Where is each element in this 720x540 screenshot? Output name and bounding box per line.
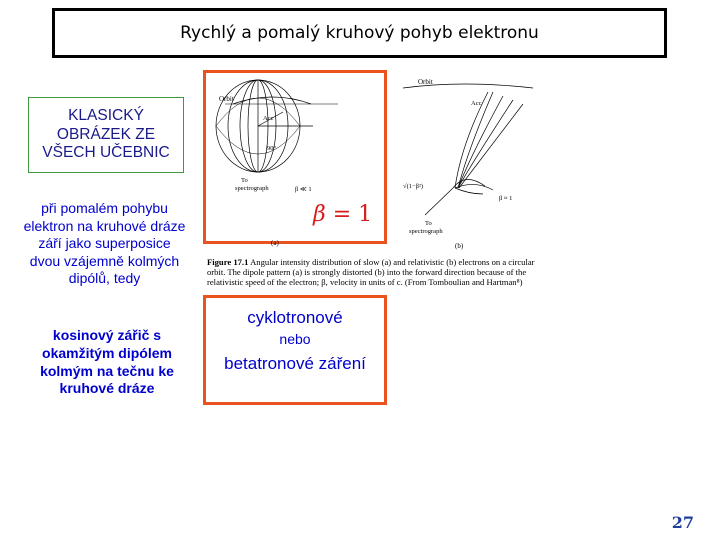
slow-motion-description: při pomalém pohybu elektron na kruhové dráze září jako superposice dvou vzájemně kolmých dipólů, tedy xyxy=(23,200,186,286)
or-label: nebo xyxy=(279,331,311,347)
figure-number: Figure 17.1 xyxy=(207,257,249,267)
beta-equation xyxy=(313,202,372,227)
figure-caption xyxy=(207,257,537,287)
spectrograph-label-b: spectrograph xyxy=(409,228,443,235)
classic-picture-callout xyxy=(28,97,184,173)
slide-title: Rychlý a pomalý kruhový pohyb elektronu xyxy=(180,23,539,43)
panel-label-a: (a) xyxy=(271,239,279,247)
fast-electron-diagram xyxy=(403,84,533,215)
acc-label-a: Acc xyxy=(263,115,274,122)
radiation-type-box xyxy=(203,295,387,405)
panel-label-b: (b) xyxy=(455,242,464,250)
beta-value: = 1 xyxy=(332,202,373,227)
cosine-radiator-text: kosinový zářič s okamžitým dipólem kolmým na tečnu ke kruhové dráze xyxy=(40,327,174,397)
orbit-label-a: Orbit xyxy=(219,95,234,103)
to-label-b: To xyxy=(425,220,432,227)
cyclotron-label: cyklotronové xyxy=(247,308,343,327)
angle-label-a: 90° xyxy=(267,145,277,152)
classic-picture-text: KLASICKÝ OBRÁZEK ZE VŠECH UČEBNIC xyxy=(42,106,170,162)
orbit-label-b: Orbit xyxy=(418,78,433,86)
betatron-label: betatronové záření xyxy=(224,354,366,373)
page-number: 27 xyxy=(671,513,694,532)
sqrt-label-b: √(1−β²) xyxy=(403,183,424,190)
beta-symbol: β xyxy=(313,202,326,227)
spectrograph-label-a: spectrograph xyxy=(235,185,269,192)
slow-electron-diagram xyxy=(216,80,338,172)
acc-label-b: Acc xyxy=(471,100,482,107)
to-label-a: To xyxy=(241,177,248,184)
beta-condition-a: β ≪ 1 xyxy=(295,186,312,193)
radiation-pattern-figure xyxy=(203,70,543,260)
figure-caption-text: Angular intensity distribution of slow (a) and relativistic (b) electrons on a circular orbit. The dipole pattern (a) is strongly distorted (b) into the forward direction because of the relativistic speed of the electron; β, velocity in units of c. (From Tomboulian and Hartman⁸) xyxy=(207,257,535,288)
title-box xyxy=(52,8,667,58)
beta-condition-b: β ≈ 1 xyxy=(499,195,513,202)
